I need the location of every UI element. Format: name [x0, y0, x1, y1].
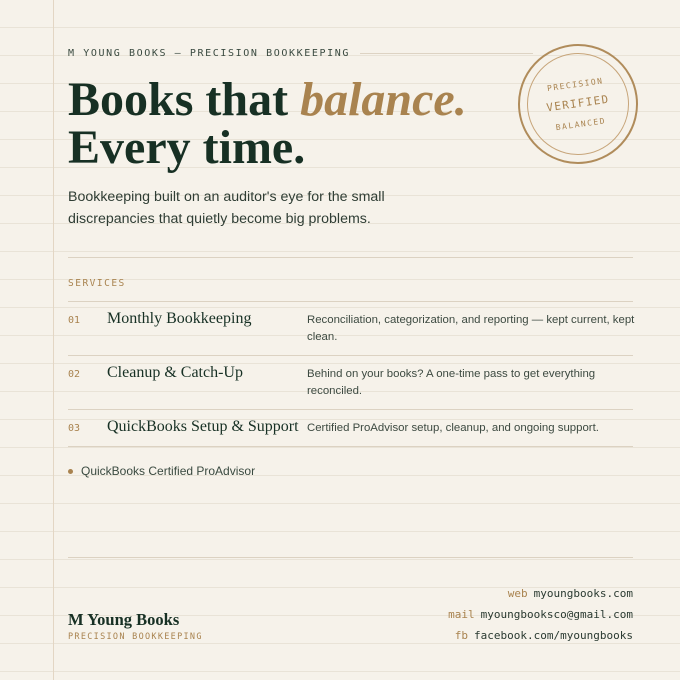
- facebook-link[interactable]: facebook.com/myoungbooks: [474, 629, 633, 642]
- margin-rule: [53, 0, 54, 680]
- contact-label: web: [507, 587, 528, 600]
- contact-list: [448, 583, 633, 646]
- service-description: Reconciliation, categorization, and reporting — kept current, kept clean.: [307, 314, 635, 343]
- service-divider: [68, 301, 633, 302]
- footer-divider: [68, 557, 633, 558]
- services-label: SERVICES: [68, 278, 126, 289]
- headline: [68, 73, 467, 174]
- contact-mail: [448, 604, 633, 625]
- stamp-top-text: PRECISION: [546, 76, 605, 94]
- bullet-dot-icon: [68, 469, 73, 474]
- service-description: Behind on your books? A one-time pass to get everything reconciled.: [307, 368, 596, 397]
- eyebrow-text: M YOUNG BOOKS — PRECISION BOOKKEEPING: [68, 48, 350, 59]
- contact-label: mail: [448, 608, 475, 621]
- stamp-bottom-text: BALANCED: [555, 116, 607, 133]
- service-description: Certified ProAdvisor setup, cleanup, and ongoing support.: [307, 422, 599, 434]
- headline-line2: Every time.: [68, 121, 306, 174]
- stamp-middle-text: VERIFIED: [545, 92, 611, 115]
- certification-badge: [68, 464, 255, 478]
- service-title: QuickBooks Setup & Support: [107, 418, 299, 435]
- section-divider: [68, 257, 633, 258]
- service-divider: [68, 446, 633, 447]
- contact-label: fb: [454, 629, 469, 642]
- footer-brand-subtitle: PRECISION BOOKKEEPING: [68, 632, 203, 642]
- service-divider: [68, 409, 633, 410]
- service-number: 03: [68, 423, 81, 434]
- lede-paragraph: Bookkeeping built on an auditor's eye for the small discrepancies that quietly become big problems.: [68, 189, 385, 227]
- contact-web: [448, 583, 633, 604]
- email-link[interactable]: myoungbooksco@gmail.com: [480, 608, 633, 621]
- service-number: 01: [68, 315, 81, 326]
- service-title: Monthly Bookkeeping: [107, 310, 252, 327]
- website-link[interactable]: myoungbooks.com: [533, 587, 633, 600]
- footer-brand-name: M Young Books: [68, 610, 180, 629]
- badge-text: QuickBooks Certified ProAdvisor: [81, 464, 256, 478]
- headline-start: Books that: [68, 73, 301, 126]
- eyebrow-row: [68, 48, 533, 59]
- eyebrow-divider: [360, 53, 533, 54]
- contact-fb: [448, 625, 633, 646]
- service-title: Cleanup & Catch-Up: [107, 364, 243, 381]
- service-divider: [68, 355, 633, 356]
- headline-accent: balance.: [300, 73, 467, 126]
- service-number: 02: [68, 369, 81, 380]
